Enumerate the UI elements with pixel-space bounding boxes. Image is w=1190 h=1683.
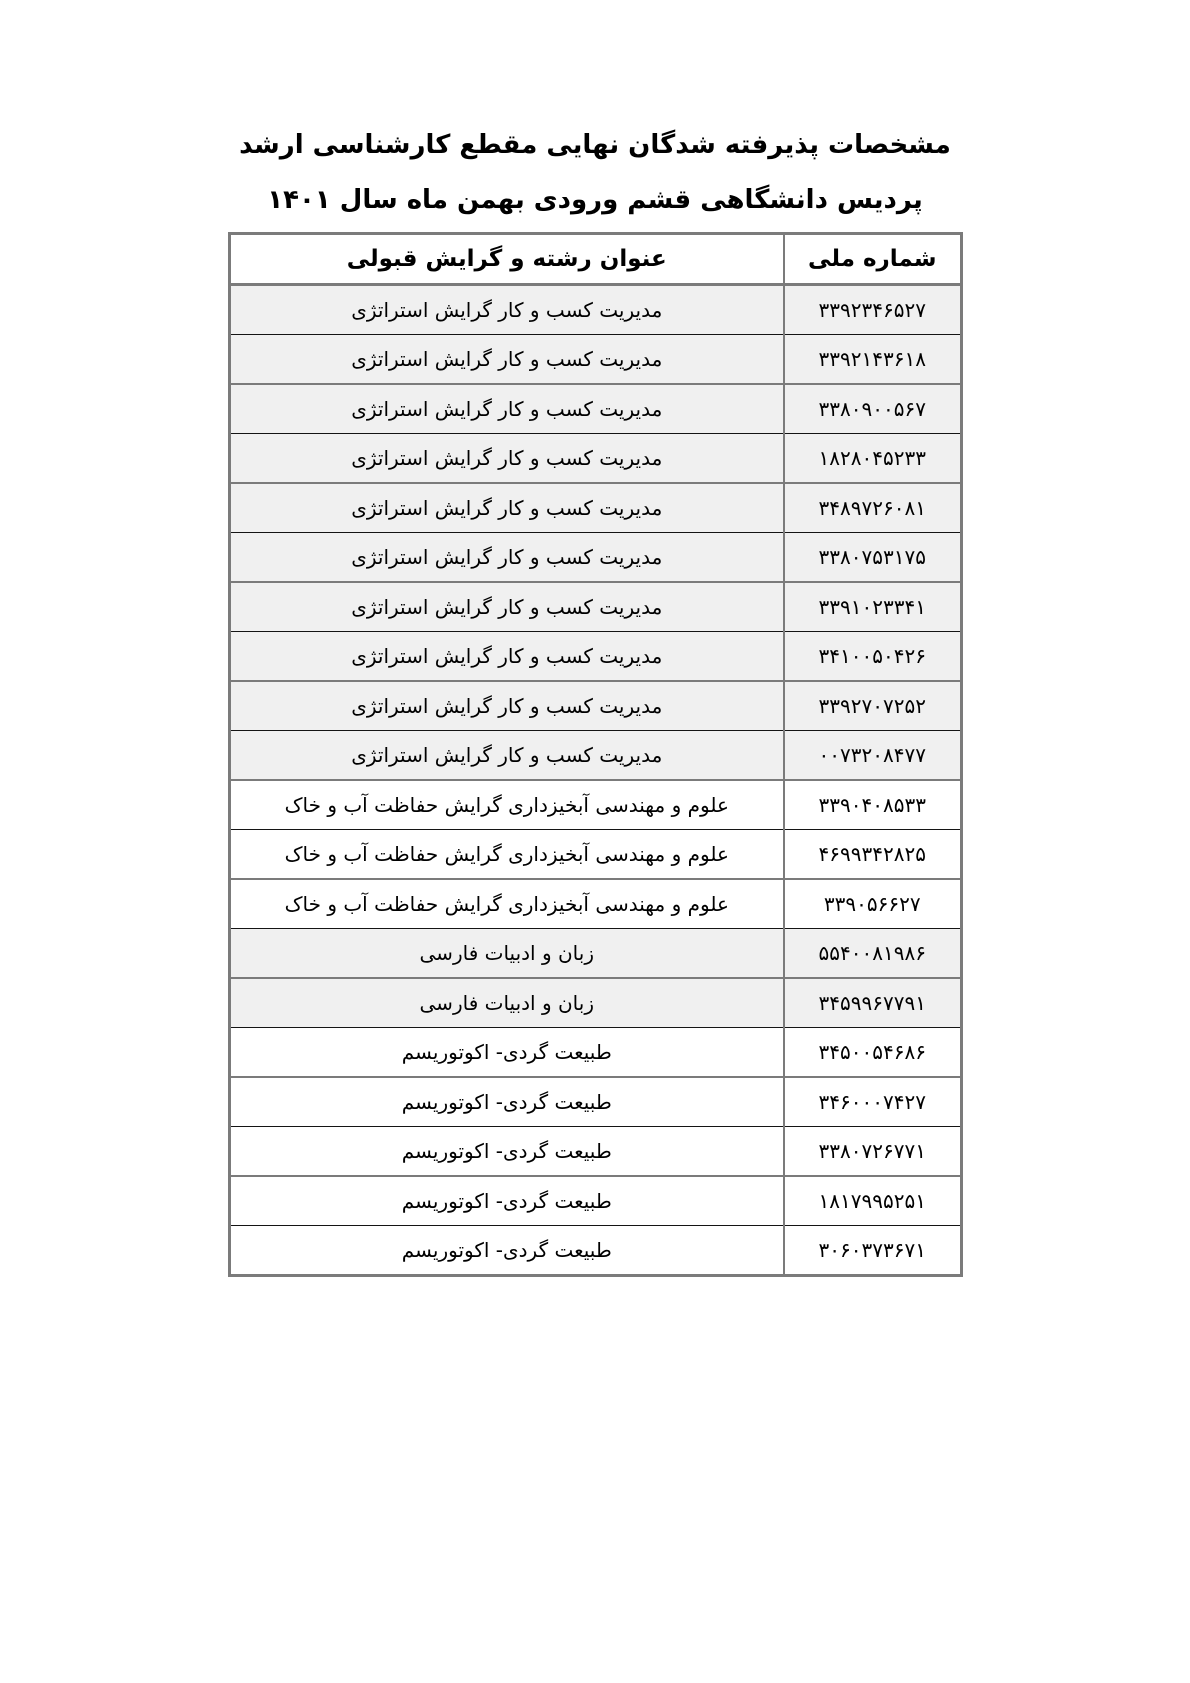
- table-row: [229, 632, 961, 682]
- admissions-table: [228, 232, 963, 1277]
- national-id-cell: ۳۳۸۰۹۰۰۵۶۷: [784, 384, 961, 434]
- program-cell: طبیعت گردی- اکوتوریسم: [229, 1077, 784, 1127]
- table-row: [229, 1077, 961, 1127]
- program-cell: زبان و ادبیات فارسی: [229, 929, 784, 979]
- program-cell: مدیریت کسب و کار گرایش استراتژی: [229, 533, 784, 583]
- program-cell: مدیریت کسب و کار گرایش استراتژی: [229, 582, 784, 632]
- national-id-cell: ۰۰۷۳۲۰۸۴۷۷: [784, 731, 961, 781]
- national-id-cell: ۳۰۶۰۳۷۳۶۷۱: [784, 1226, 961, 1276]
- table-row: [229, 879, 961, 929]
- program-cell: طبیعت گردی- اکوتوریسم: [229, 1226, 784, 1276]
- national-id-cell: ۳۴۵۹۹۶۷۷۹۱: [784, 978, 961, 1028]
- program-cell: مدیریت کسب و کار گرایش استراتژی: [229, 335, 784, 385]
- table-header-row: [229, 234, 961, 285]
- national-id-cell: ۱۸۲۸۰۴۵۲۳۳: [784, 434, 961, 484]
- national-id-cell: ۳۴۱۰۰۵۰۴۲۶: [784, 632, 961, 682]
- national-id-cell: ۳۳۹۲۷۰۷۲۵۲: [784, 681, 961, 731]
- program-cell: علوم و مهندسی آبخیزداری گرایش حفاظت آب و خاک: [229, 830, 784, 880]
- table-row: [229, 830, 961, 880]
- table-row: [229, 483, 961, 533]
- national-id-cell: ۳۳۸۰۷۵۳۱۷۵: [784, 533, 961, 583]
- table-row: [229, 1127, 961, 1177]
- program-cell: مدیریت کسب و کار گرایش استراتژی: [229, 434, 784, 484]
- program-cell: علوم و مهندسی آبخیزداری گرایش حفاظت آب و خاک: [229, 879, 784, 929]
- table-body: [229, 285, 961, 1276]
- national-id-cell: ۳۳۹۰۵۶۶۲۷: [784, 879, 961, 929]
- table-row: [229, 285, 961, 335]
- program-cell: علوم و مهندسی آبخیزداری گرایش حفاظت آب و خاک: [229, 780, 784, 830]
- national-id-cell: ۳۳۹۲۱۴۳۶۱۸: [784, 335, 961, 385]
- table-row: [229, 1176, 961, 1226]
- program-cell: زبان و ادبیات فارسی: [229, 978, 784, 1028]
- table-row: [229, 731, 961, 781]
- program-cell: طبیعت گردی- اکوتوریسم: [229, 1127, 784, 1177]
- page-subtitle: پردیس دانشگاهی قشم ورودی بهمن ماه سال ۱۴۰۱: [267, 185, 923, 216]
- national-id-cell: ۳۳۹۰۴۰۸۵۳۳: [784, 780, 961, 830]
- program-cell: مدیریت کسب و کار گرایش استراتژی: [229, 285, 784, 335]
- table-row: [229, 1226, 961, 1276]
- program-cell: مدیریت کسب و کار گرایش استراتژی: [229, 681, 784, 731]
- table-row: [229, 978, 961, 1028]
- national-id-cell: ۳۴۸۹۷۲۶۰۸۱: [784, 483, 961, 533]
- program-cell: مدیریت کسب و کار گرایش استراتژی: [229, 384, 784, 434]
- page-title: مشخصات پذیرفته شدگان نهایی مقطع کارشناسی ارشد: [239, 130, 951, 160]
- national-id-cell: ۳۳۸۰۷۲۶۷۷۱: [784, 1127, 961, 1177]
- program-cell: مدیریت کسب و کار گرایش استراتژی: [229, 731, 784, 781]
- header-national-id: شماره ملی: [784, 234, 961, 285]
- national-id-cell: ۱۸۱۷۹۹۵۲۵۱: [784, 1176, 961, 1226]
- national-id-cell: ۳۳۹۱۰۲۳۳۴۱: [784, 582, 961, 632]
- national-id-cell: ۳۳۹۲۳۴۶۵۲۷: [784, 285, 961, 335]
- national-id-cell: ۴۶۹۹۳۴۲۸۲۵: [784, 830, 961, 880]
- table-row: [229, 384, 961, 434]
- national-id-cell: ۳۴۵۰۰۵۴۶۸۶: [784, 1028, 961, 1078]
- program-cell: مدیریت کسب و کار گرایش استراتژی: [229, 483, 784, 533]
- table-row: [229, 929, 961, 979]
- table-row: [229, 1028, 961, 1078]
- title-block: [0, 0, 1190, 216]
- table-row: [229, 681, 961, 731]
- national-id-cell: ۵۵۴۰۰۸۱۹۸۶: [784, 929, 961, 979]
- program-cell: طبیعت گردی- اکوتوریسم: [229, 1028, 784, 1078]
- table-row: [229, 582, 961, 632]
- table-row: [229, 434, 961, 484]
- program-cell: طبیعت گردی- اکوتوریسم: [229, 1176, 784, 1226]
- table-row: [229, 335, 961, 385]
- national-id-cell: ۳۴۶۰۰۰۷۴۲۷: [784, 1077, 961, 1127]
- program-cell: مدیریت کسب و کار گرایش استراتژی: [229, 632, 784, 682]
- table-row: [229, 533, 961, 583]
- table-row: [229, 780, 961, 830]
- header-program: عنوان رشته و گرایش قبولی: [229, 234, 784, 285]
